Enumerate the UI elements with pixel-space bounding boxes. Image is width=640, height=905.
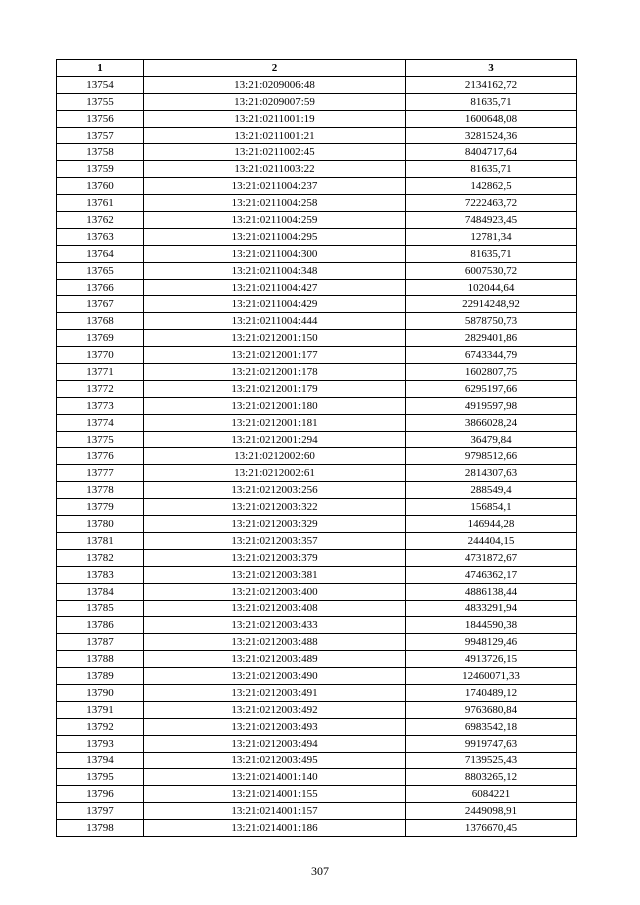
- row-number-cell: 13794: [57, 752, 144, 769]
- value-cell: 36479,84: [406, 431, 577, 448]
- cadastral-number-cell: 13:21:0212003:493: [144, 718, 406, 735]
- row-number-cell: 13785: [57, 600, 144, 617]
- row-number-cell: 13765: [57, 262, 144, 279]
- cadastral-number-cell: 13:21:0212002:61: [144, 465, 406, 482]
- table-row: [57, 786, 577, 803]
- value-cell: 4746362,17: [406, 566, 577, 583]
- cadastral-number-cell: 13:21:0212001:294: [144, 431, 406, 448]
- table-row: [57, 195, 577, 212]
- value-cell: 1600648,08: [406, 110, 577, 127]
- table-row: [57, 752, 577, 769]
- row-number-cell: 13767: [57, 296, 144, 313]
- value-cell: 9763680,84: [406, 701, 577, 718]
- value-cell: 7139525,43: [406, 752, 577, 769]
- cadastral-number-cell: 13:21:0211004:444: [144, 313, 406, 330]
- value-cell: 9948129,46: [406, 634, 577, 651]
- value-cell: 4919597,98: [406, 397, 577, 414]
- row-number-cell: 13786: [57, 617, 144, 634]
- value-cell: 6295197,66: [406, 380, 577, 397]
- row-number-cell: 13773: [57, 397, 144, 414]
- row-number-cell: 13777: [57, 465, 144, 482]
- cadastral-number-cell: 13:21:0209007:59: [144, 93, 406, 110]
- table-row: [57, 380, 577, 397]
- table-row: [57, 228, 577, 245]
- value-cell: 8803265,12: [406, 769, 577, 786]
- row-number-cell: 13762: [57, 212, 144, 229]
- cadastral-number-cell: 13:21:0212001:179: [144, 380, 406, 397]
- table-row: [57, 769, 577, 786]
- cadastral-number-cell: 13:21:0212003:488: [144, 634, 406, 651]
- value-cell: 9919747,63: [406, 735, 577, 752]
- cadastral-number-cell: 13:21:0209006:48: [144, 76, 406, 93]
- row-number-cell: 13764: [57, 245, 144, 262]
- cadastral-number-cell: 13:21:0211004:429: [144, 296, 406, 313]
- table-row: [57, 127, 577, 144]
- row-number-cell: 13758: [57, 144, 144, 161]
- table-row: [57, 803, 577, 820]
- value-cell: 81635,71: [406, 161, 577, 178]
- cadastral-number-cell: 13:21:0212003:408: [144, 600, 406, 617]
- table-row: [57, 532, 577, 549]
- row-number-cell: 13784: [57, 583, 144, 600]
- value-cell: 4833291,94: [406, 600, 577, 617]
- table-row: [57, 364, 577, 381]
- value-cell: 288549,4: [406, 482, 577, 499]
- cadastral-number-cell: 13:21:0212001:178: [144, 364, 406, 381]
- table-row: [57, 600, 577, 617]
- table-row: [57, 279, 577, 296]
- row-number-cell: 13795: [57, 769, 144, 786]
- table-row: [57, 262, 577, 279]
- value-cell: 1740489,12: [406, 684, 577, 701]
- value-cell: 2829401,86: [406, 330, 577, 347]
- table-row: [57, 634, 577, 651]
- table-row: [57, 617, 577, 634]
- value-cell: 5878750,73: [406, 313, 577, 330]
- cadastral-number-cell: 13:21:0211004:300: [144, 245, 406, 262]
- column-header-1: 1: [57, 60, 144, 77]
- cadastral-number-cell: 13:21:0212003:381: [144, 566, 406, 583]
- table-row: [57, 414, 577, 431]
- cadastral-number-cell: 13:21:0212003:494: [144, 735, 406, 752]
- row-number-cell: 13768: [57, 313, 144, 330]
- value-cell: 22914248,92: [406, 296, 577, 313]
- table-row: [57, 735, 577, 752]
- cadastral-number-cell: 13:21:0214001:155: [144, 786, 406, 803]
- table-row: [57, 178, 577, 195]
- table-row: [57, 144, 577, 161]
- cadastral-number-cell: 13:21:0211004:259: [144, 212, 406, 229]
- cadastral-number-cell: 13:21:0212003:492: [144, 701, 406, 718]
- row-number-cell: 13780: [57, 516, 144, 533]
- row-number-cell: 13791: [57, 701, 144, 718]
- cadastral-number-cell: 13:21:0212003:490: [144, 668, 406, 685]
- value-cell: 142862,5: [406, 178, 577, 195]
- value-cell: 1844590,38: [406, 617, 577, 634]
- value-cell: 8404717,64: [406, 144, 577, 161]
- row-number-cell: 13781: [57, 532, 144, 549]
- cadastral-number-cell: 13:21:0212001:150: [144, 330, 406, 347]
- value-cell: 12781,34: [406, 228, 577, 245]
- row-number-cell: 13797: [57, 803, 144, 820]
- header-row: [57, 60, 577, 77]
- column-header-3: 3: [406, 60, 577, 77]
- row-number-cell: 13789: [57, 668, 144, 685]
- row-number-cell: 13771: [57, 364, 144, 381]
- cadastral-number-cell: 13:21:0212002:60: [144, 448, 406, 465]
- table-row: [57, 566, 577, 583]
- table-row: [57, 347, 577, 364]
- table-row: [57, 583, 577, 600]
- value-cell: 4913726,15: [406, 651, 577, 668]
- table-row: [57, 718, 577, 735]
- cadastral-number-cell: 13:21:0211004:258: [144, 195, 406, 212]
- cadastral-number-cell: 13:21:0212001:177: [144, 347, 406, 364]
- value-cell: 9798512,66: [406, 448, 577, 465]
- cadastral-number-cell: 13:21:0211004:295: [144, 228, 406, 245]
- table-row: [57, 431, 577, 448]
- table-row: [57, 820, 577, 837]
- value-cell: 4731872,67: [406, 549, 577, 566]
- value-cell: 1602807,75: [406, 364, 577, 381]
- table-row: [57, 161, 577, 178]
- row-number-cell: 13769: [57, 330, 144, 347]
- table-row: [57, 93, 577, 110]
- value-cell: 146944,28: [406, 516, 577, 533]
- table-row: [57, 549, 577, 566]
- row-number-cell: 13783: [57, 566, 144, 583]
- cadastral-number-cell: 13:21:0212003:379: [144, 549, 406, 566]
- value-cell: 4886138,44: [406, 583, 577, 600]
- cadastral-number-cell: 13:21:0211001:19: [144, 110, 406, 127]
- table-row: [57, 212, 577, 229]
- value-cell: 244404,15: [406, 532, 577, 549]
- table-row: [57, 110, 577, 127]
- value-cell: 3866028,24: [406, 414, 577, 431]
- row-number-cell: 13756: [57, 110, 144, 127]
- cadastral-number-cell: 13:21:0212001:180: [144, 397, 406, 414]
- value-cell: 7484923,45: [406, 212, 577, 229]
- cadastral-number-cell: 13:21:0211003:22: [144, 161, 406, 178]
- value-cell: 2449098,91: [406, 803, 577, 820]
- table-row: [57, 245, 577, 262]
- cadastral-number-cell: 13:21:0212003:329: [144, 516, 406, 533]
- table-body: [57, 76, 577, 836]
- table-row: [57, 684, 577, 701]
- row-number-cell: 13763: [57, 228, 144, 245]
- value-cell: 156854,1: [406, 499, 577, 516]
- row-number-cell: 13754: [57, 76, 144, 93]
- cadastral-number-cell: 13:21:0214001:140: [144, 769, 406, 786]
- cadastral-number-cell: 13:21:0214001:157: [144, 803, 406, 820]
- table-row: [57, 313, 577, 330]
- value-cell: 7222463,72: [406, 195, 577, 212]
- row-number-cell: 13772: [57, 380, 144, 397]
- table-row: [57, 516, 577, 533]
- value-cell: 6983542,18: [406, 718, 577, 735]
- row-number-cell: 13793: [57, 735, 144, 752]
- cadastral-number-cell: 13:21:0212003:400: [144, 583, 406, 600]
- table-row: [57, 397, 577, 414]
- value-cell: 6007530,72: [406, 262, 577, 279]
- table-row: [57, 668, 577, 685]
- table-row: [57, 76, 577, 93]
- cadastral-number-cell: 13:21:0212003:433: [144, 617, 406, 634]
- table-row: [57, 330, 577, 347]
- cadastral-number-cell: 13:21:0214001:186: [144, 820, 406, 837]
- row-number-cell: 13798: [57, 820, 144, 837]
- cadastral-number-cell: 13:21:0211002:45: [144, 144, 406, 161]
- cadastral-number-cell: 13:21:0211004:427: [144, 279, 406, 296]
- cadastral-number-cell: 13:21:0212003:489: [144, 651, 406, 668]
- table-row: [57, 701, 577, 718]
- table-row: [57, 651, 577, 668]
- value-cell: 6743344,79: [406, 347, 577, 364]
- cadastral-number-cell: 13:21:0211004:348: [144, 262, 406, 279]
- row-number-cell: 13760: [57, 178, 144, 195]
- row-number-cell: 13759: [57, 161, 144, 178]
- row-number-cell: 13775: [57, 431, 144, 448]
- value-cell: 81635,71: [406, 245, 577, 262]
- cadastral-number-cell: 13:21:0212001:181: [144, 414, 406, 431]
- column-header-2: 2: [144, 60, 406, 77]
- table-row: [57, 448, 577, 465]
- value-cell: 6084221: [406, 786, 577, 803]
- row-number-cell: 13782: [57, 549, 144, 566]
- row-number-cell: 13774: [57, 414, 144, 431]
- cadastral-number-cell: 13:21:0212003:491: [144, 684, 406, 701]
- value-cell: 102044,64: [406, 279, 577, 296]
- row-number-cell: 13792: [57, 718, 144, 735]
- row-number-cell: 13779: [57, 499, 144, 516]
- table-row: [57, 465, 577, 482]
- cadastral-number-cell: 13:21:0211004:237: [144, 178, 406, 195]
- cadastral-number-cell: 13:21:0212003:322: [144, 499, 406, 516]
- table-row: [57, 296, 577, 313]
- row-number-cell: 13788: [57, 651, 144, 668]
- cadastral-number-cell: 13:21:0212003:357: [144, 532, 406, 549]
- row-number-cell: 13796: [57, 786, 144, 803]
- value-cell: 3281524,36: [406, 127, 577, 144]
- value-cell: 12460071,33: [406, 668, 577, 685]
- table-row: [57, 482, 577, 499]
- row-number-cell: 13766: [57, 279, 144, 296]
- cadastral-number-cell: 13:21:0212003:256: [144, 482, 406, 499]
- cadastral-number-cell: 13:21:0212003:495: [144, 752, 406, 769]
- row-number-cell: 13787: [57, 634, 144, 651]
- value-cell: 2814307,63: [406, 465, 577, 482]
- value-cell: 2134162,72: [406, 76, 577, 93]
- data-table: [56, 59, 577, 837]
- value-cell: 81635,71: [406, 93, 577, 110]
- row-number-cell: 13755: [57, 93, 144, 110]
- cadastral-number-cell: 13:21:0211001:21: [144, 127, 406, 144]
- page-number: 307: [311, 864, 329, 878]
- row-number-cell: 13776: [57, 448, 144, 465]
- row-number-cell: 13770: [57, 347, 144, 364]
- row-number-cell: 13778: [57, 482, 144, 499]
- row-number-cell: 13790: [57, 684, 144, 701]
- value-cell: 1376670,45: [406, 820, 577, 837]
- row-number-cell: 13761: [57, 195, 144, 212]
- row-number-cell: 13757: [57, 127, 144, 144]
- table-row: [57, 499, 577, 516]
